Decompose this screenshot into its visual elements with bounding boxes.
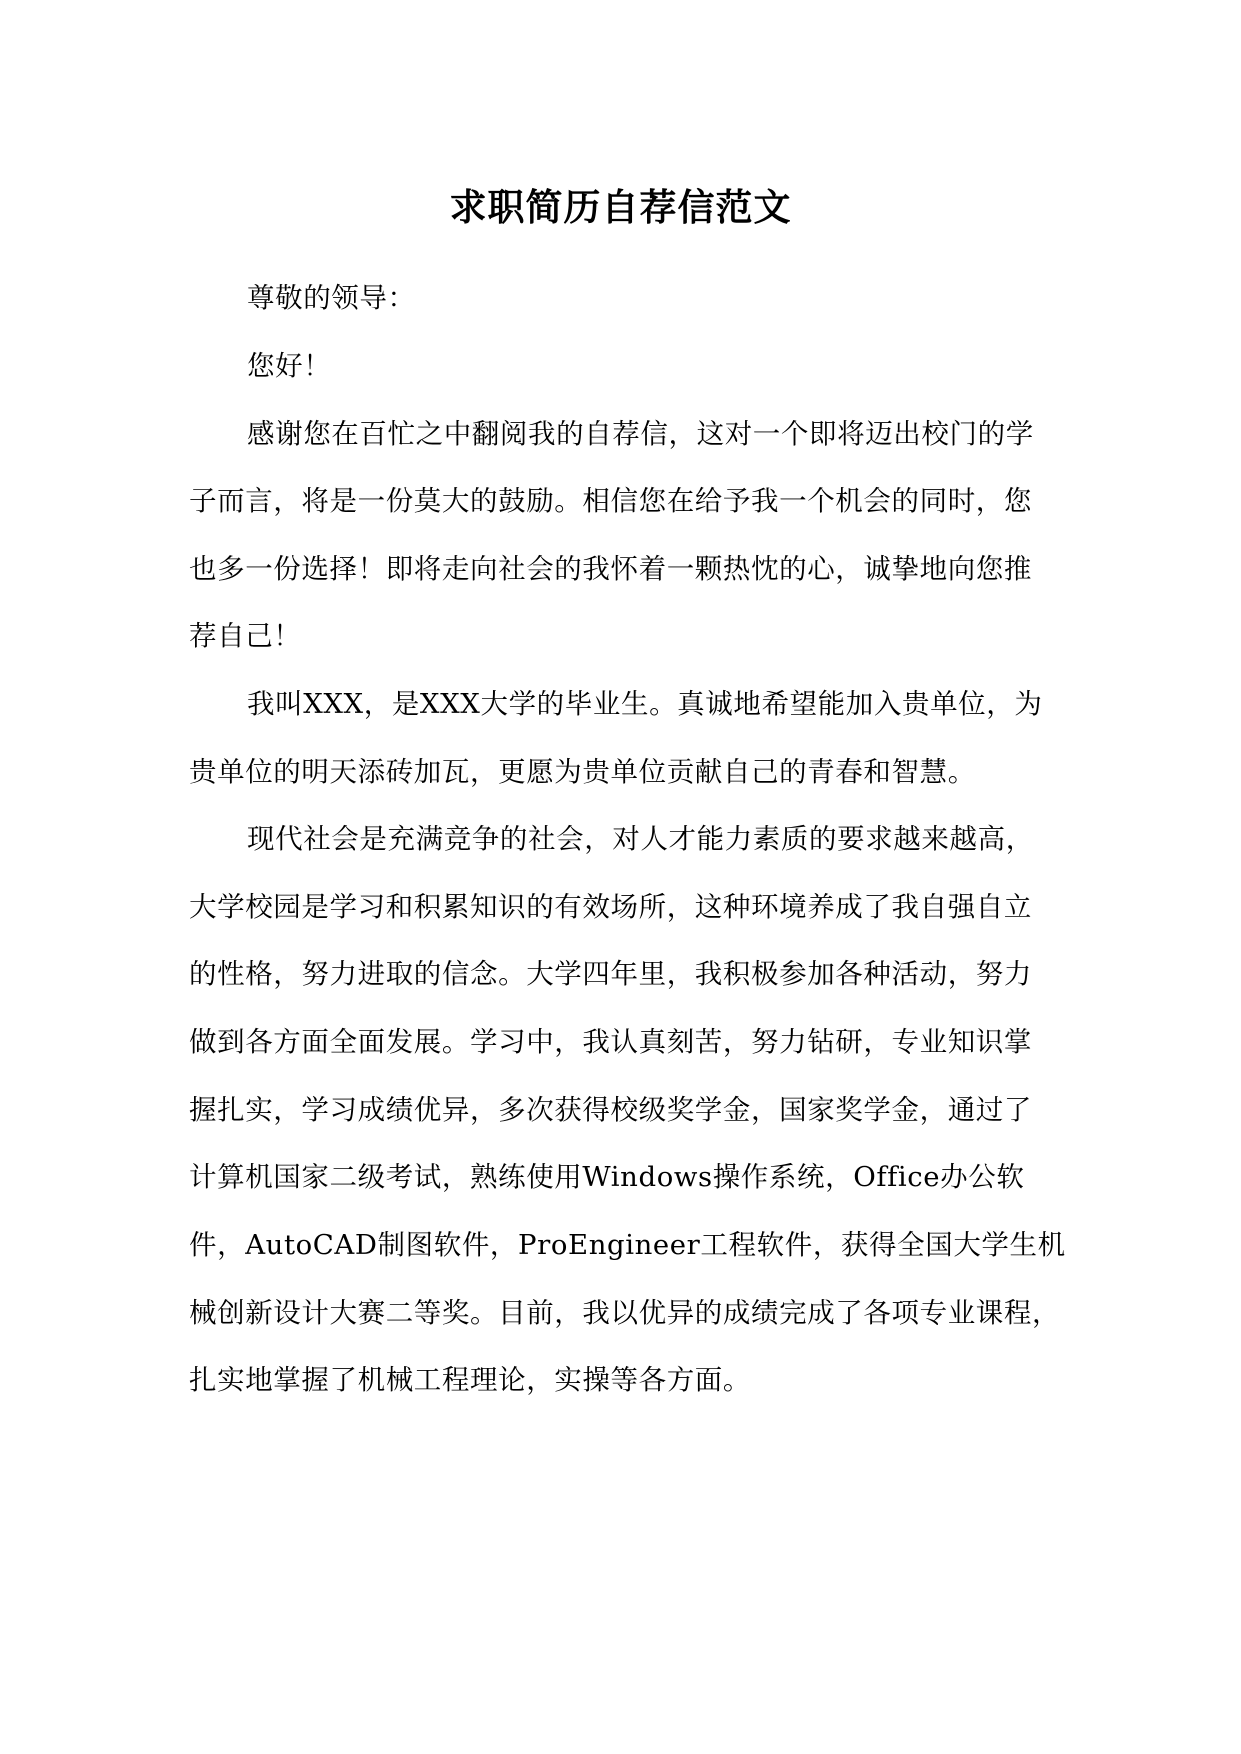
paragraph-3-line-8: 械创新设计大赛二等奖。目前，我以优异的成绩完成了各项专业课程， xyxy=(189,1297,1061,1329)
paragraph-3-line-5: 握扎实，学习成绩优异，多次获得校级奖学金，国家奖学金，通过了 xyxy=(189,1094,1032,1126)
paragraph-1-line-4: 荐自己！ xyxy=(189,620,302,652)
paragraph-1-line-1: 感谢您在百忙之中翻阅我的自荐信，这对一个即将迈出校门的学 xyxy=(247,418,1034,450)
paragraph-1-line-2: 子而言，将是一份莫大的鼓励。相信您在给予我一个机会的同时，您 xyxy=(189,485,1032,517)
paragraph-3-line-2: 大学校园是学习和积累知识的有效场所，这种环境养成了我自强自立 xyxy=(189,891,1032,923)
greeting-line: 您好！ xyxy=(247,350,332,382)
paragraph-1-line-3: 也多一份选择！即将走向社会的我怀着一颗热忱的心，诚挚地向您推 xyxy=(189,553,1032,585)
paragraph-2-line-1: 我叫XXX，是XXX大学的毕业生。真诚地希望能加入贵单位，为 xyxy=(247,688,1043,720)
paragraph-3-line-3: 的性格，努力进取的信念。大学四年里，我积极参加各种活动，努力 xyxy=(189,958,1032,990)
paragraph-2-line-2: 贵单位的明天添砖加瓦，更愿为贵单位贡献自己的青春和智慧。 xyxy=(189,756,976,788)
paragraph-3-line-1: 现代社会是充满竞争的社会，对人才能力素质的要求越来越高， xyxy=(247,823,1034,855)
salutation-line: 尊敬的领导： xyxy=(247,282,416,314)
document-title: 求职简历自荐信范文 xyxy=(449,185,792,229)
paragraph-3-line-9: 扎实地掌握了机械工程理论，实操等各方面。 xyxy=(189,1364,751,1396)
paragraph-3-line-4: 做到各方面全面发展。学习中，我认真刻苦，努力钻研，专业知识掌 xyxy=(189,1026,1032,1058)
paragraph-3-line-7: 件，AutoCAD制图软件，ProEngineer工程软件，获得全国大学生机 xyxy=(189,1229,1066,1261)
paragraph-3-line-6: 计算机国家二级考试，熟练使用Windows操作系统，Office办公软 xyxy=(189,1161,1025,1193)
